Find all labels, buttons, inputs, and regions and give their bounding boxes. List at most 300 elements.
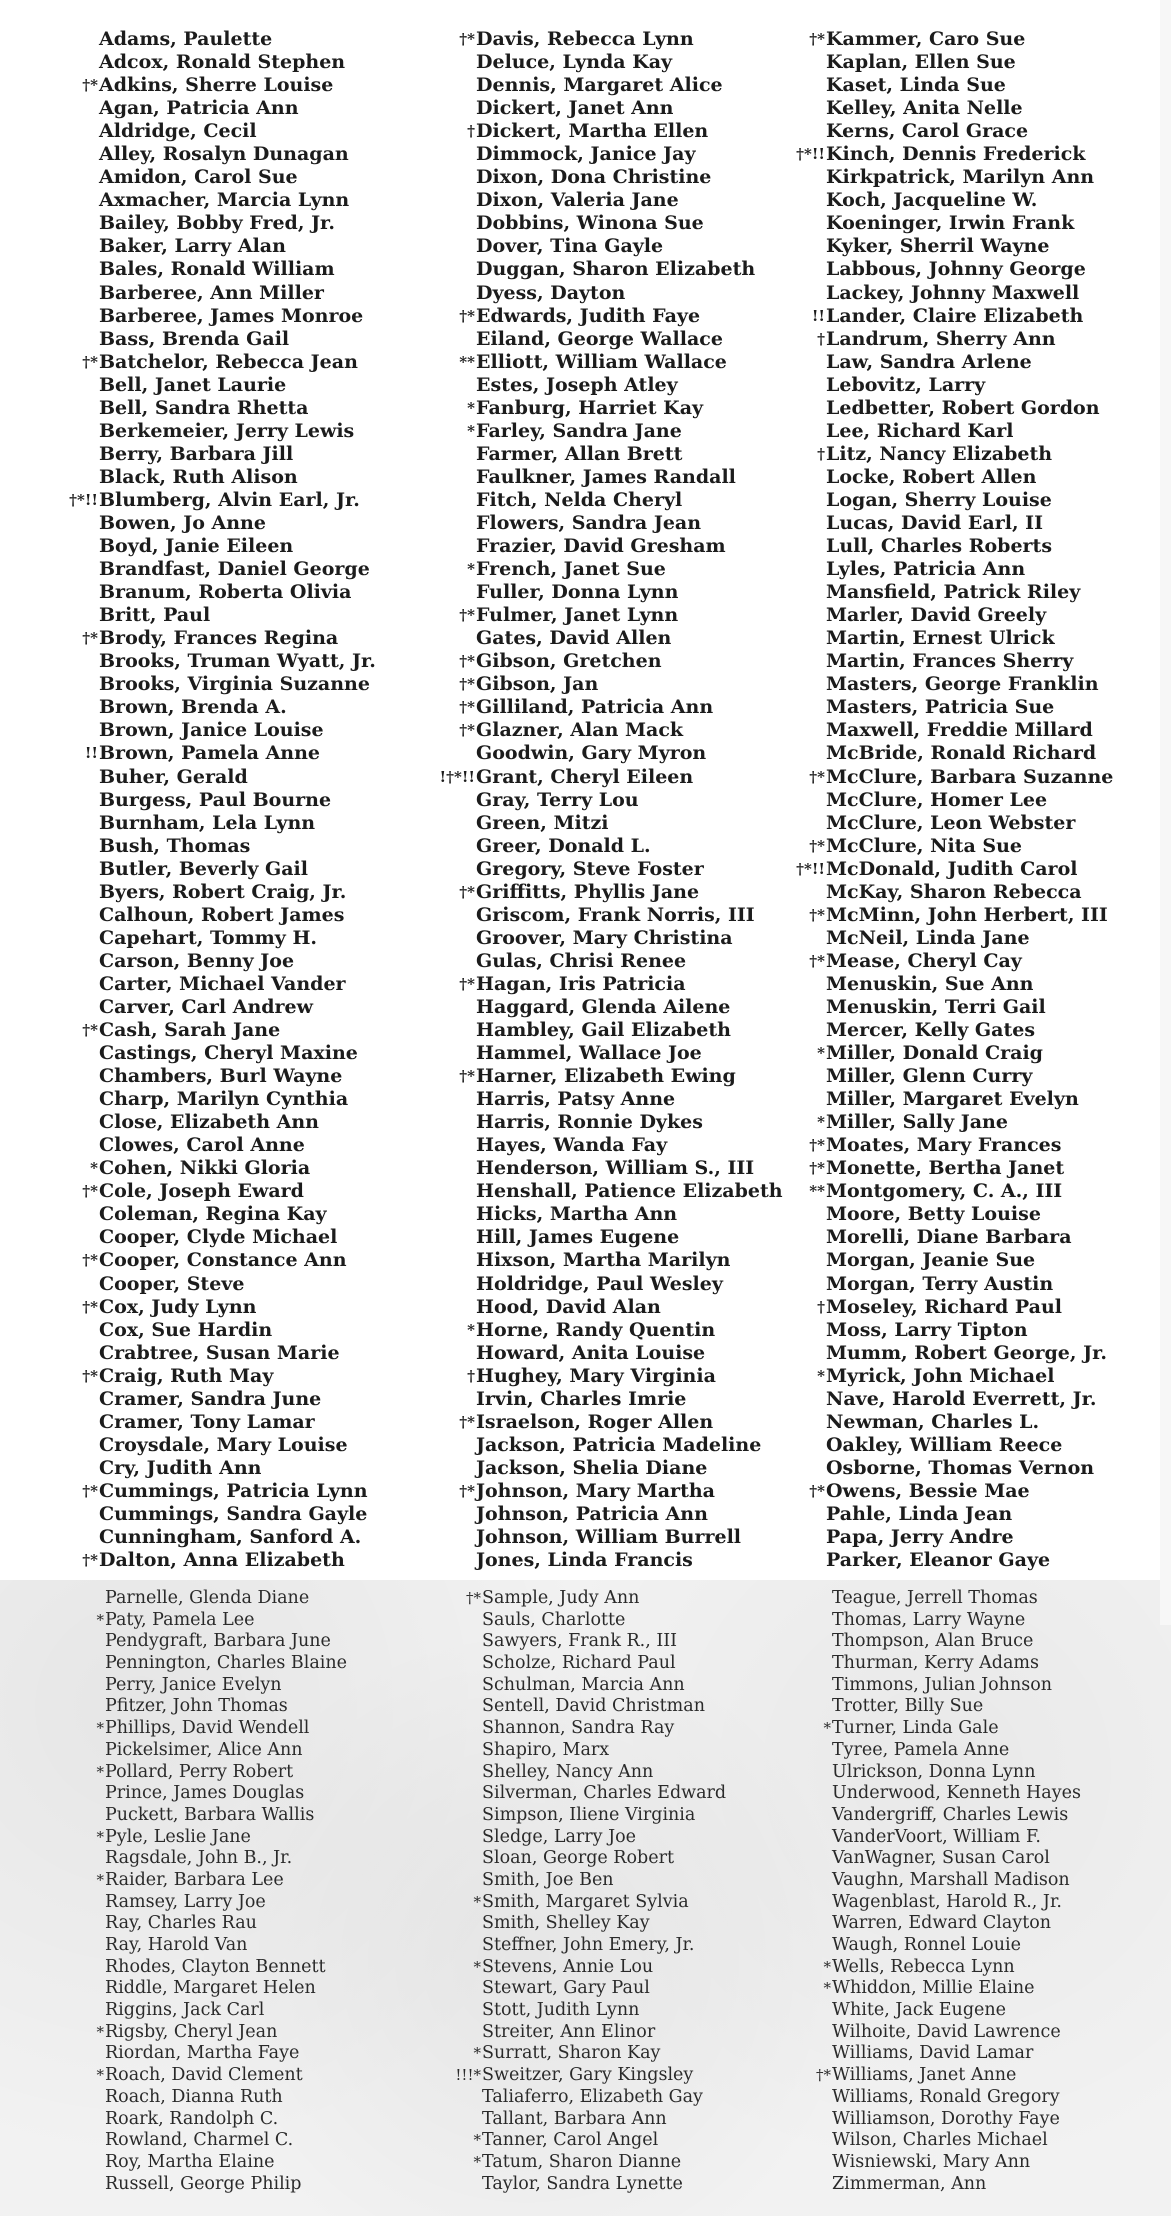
person-name: Marler, David Greely bbox=[826, 604, 1047, 627]
name-entry bbox=[48, 1180, 376, 1203]
person-name: Maxwell, Freddie Millard bbox=[826, 719, 1093, 742]
honor-marker: * bbox=[823, 1957, 831, 1976]
honor-marker bbox=[48, 996, 98, 1019]
name-entry bbox=[48, 1065, 376, 1088]
person-name: Cummings, Patricia Lynn bbox=[99, 1479, 368, 1502]
name-entry bbox=[48, 1718, 347, 1740]
person-name: Kerns, Carol Grace bbox=[826, 120, 1029, 143]
honor-marker bbox=[48, 1088, 98, 1111]
honor-marker: †* bbox=[809, 1481, 825, 1500]
name-entry bbox=[775, 1653, 1081, 1675]
person-name: Martin, Frances Sherry bbox=[826, 650, 1074, 673]
name-entry bbox=[48, 673, 376, 696]
name-entry bbox=[48, 927, 376, 950]
name-entry bbox=[425, 1296, 783, 1319]
name-entry bbox=[48, 1503, 376, 1526]
person-name: Steffner, John Emery, Jr. bbox=[482, 1935, 695, 1955]
person-name: Moseley, Richard Paul bbox=[826, 1295, 1062, 1318]
person-name: Edwards, Judith Faye bbox=[476, 304, 701, 327]
name-entry bbox=[48, 719, 376, 742]
honor-marker: †* bbox=[809, 905, 825, 924]
name-entry bbox=[425, 581, 783, 604]
name-entry bbox=[48, 1319, 376, 1342]
honor-marker bbox=[775, 258, 825, 281]
person-name: White, Jack Eugene bbox=[832, 2000, 1007, 2021]
name-column-top-2 bbox=[425, 28, 783, 1572]
person-name: Sentell, David Christman bbox=[482, 1696, 705, 1717]
person-name: Berkemeier, Jerry Lewis bbox=[99, 419, 355, 442]
person-name: Paty, Pamela Lee bbox=[105, 1609, 255, 1630]
honor-marker bbox=[775, 212, 825, 235]
honor-marker: † bbox=[817, 1297, 825, 1316]
name-entry bbox=[775, 2109, 1081, 2131]
person-name: Tallant, Barbara Ann bbox=[482, 2108, 667, 2129]
honor-marker: †* bbox=[459, 1067, 475, 1086]
name-entry bbox=[775, 673, 1113, 696]
person-name: Lyles, Patricia Ann bbox=[826, 558, 1026, 581]
person-name: Dixon, Dona Christine bbox=[476, 166, 712, 189]
honor-marker bbox=[48, 512, 98, 535]
honor-marker: !†*!! bbox=[439, 767, 475, 786]
name-entry bbox=[775, 1342, 1113, 1365]
name-entry bbox=[425, 535, 783, 558]
honor-marker: * bbox=[473, 1957, 481, 1976]
honor-marker: †* bbox=[459, 1481, 475, 1500]
name-entry bbox=[48, 1762, 347, 1784]
honor-marker bbox=[775, 2152, 831, 2174]
honor-marker: * bbox=[817, 1044, 825, 1063]
person-name: Myrick, John Michael bbox=[826, 1364, 1055, 1387]
person-name: Barberee, Ann Miller bbox=[99, 281, 324, 304]
person-name: Fuller, Donna Lynn bbox=[476, 581, 679, 604]
name-entry bbox=[775, 927, 1113, 950]
name-entry bbox=[775, 2043, 1081, 2065]
honor-marker bbox=[425, 535, 475, 558]
name-entry bbox=[48, 650, 376, 673]
name-entry bbox=[775, 374, 1113, 397]
honor-marker bbox=[48, 1957, 104, 1979]
person-name: Nave, Harold Everrett, Jr. bbox=[826, 1387, 1097, 1410]
person-name: Branum, Roberta Olivia bbox=[99, 581, 352, 604]
name-entry bbox=[48, 2000, 347, 2022]
honor-marker bbox=[425, 2022, 481, 2044]
person-name: Crabtree, Susan Marie bbox=[99, 1341, 340, 1364]
name-entry bbox=[775, 1610, 1081, 1632]
person-name: Duggan, Sharon Elizabeth bbox=[476, 258, 756, 281]
person-name: Turner, Linda Gale bbox=[832, 1718, 999, 1739]
name-entry bbox=[775, 1718, 1081, 1740]
honor-marker bbox=[425, 2174, 481, 2196]
person-name: Israelson, Roger Allen bbox=[476, 1410, 714, 1433]
name-entry bbox=[48, 627, 376, 650]
honor-marker bbox=[425, 1870, 481, 1892]
person-name: Dyess, Dayton bbox=[476, 281, 626, 304]
person-name: Bell, Sandra Rhetta bbox=[99, 396, 309, 419]
name-entry bbox=[425, 1180, 783, 1203]
name-entry bbox=[425, 1042, 783, 1065]
honor-marker bbox=[48, 927, 98, 950]
honor-marker bbox=[775, 51, 825, 74]
honor-marker bbox=[48, 1675, 104, 1697]
honor-marker bbox=[48, 1978, 104, 2000]
person-name: Boyd, Janie Eileen bbox=[99, 535, 294, 558]
honor-marker bbox=[48, 696, 98, 719]
name-entry bbox=[775, 305, 1113, 328]
person-name: Miller, Donald Craig bbox=[826, 1042, 1043, 1065]
person-name: Buher, Gerald bbox=[99, 765, 248, 788]
name-entry bbox=[775, 1549, 1113, 1572]
person-name: Tyree, Pamela Anne bbox=[832, 1739, 1010, 1760]
person-name: Miller, Sally Jane bbox=[826, 1111, 1008, 1134]
person-name: Groover, Mary Christina bbox=[476, 926, 733, 949]
person-name: Smith, Margaret Sylvia bbox=[482, 1891, 689, 1912]
honor-marker bbox=[775, 812, 825, 835]
person-name: Lackey, Johnny Maxwell bbox=[826, 281, 1080, 304]
person-name: Capehart, Tommy H. bbox=[99, 926, 318, 949]
honor-marker bbox=[775, 1935, 831, 1957]
honor-marker bbox=[48, 881, 98, 904]
person-name: Johnson, Mary Martha bbox=[476, 1479, 715, 1502]
honor-marker bbox=[48, 973, 98, 996]
person-name: Dover, Tina Gayle bbox=[476, 235, 664, 258]
person-name: Pfitzer, John Thomas bbox=[105, 1696, 288, 1717]
honor-marker bbox=[425, 489, 475, 512]
name-entry bbox=[425, 397, 783, 420]
honor-marker bbox=[48, 328, 98, 351]
person-name: McMinn, John Herbert, III bbox=[826, 903, 1108, 926]
person-name: Wells, Rebecca Lynn bbox=[832, 1956, 1015, 1977]
person-name: Burnham, Lela Lynn bbox=[99, 811, 316, 834]
person-name: Cry, Judith Ann bbox=[99, 1456, 262, 1479]
honor-marker: * bbox=[96, 2022, 104, 2041]
honor-marker: † bbox=[817, 444, 825, 463]
person-name: Williams, Ronald Gregory bbox=[832, 2086, 1060, 2107]
name-entry bbox=[48, 1457, 376, 1480]
honor-marker bbox=[775, 1342, 825, 1365]
name-entry bbox=[775, 328, 1113, 351]
person-name: Pickelsimer, Alice Ann bbox=[105, 1739, 303, 1760]
honor-marker bbox=[425, 1653, 481, 1675]
name-entry bbox=[425, 189, 783, 212]
honor-marker bbox=[48, 2152, 104, 2174]
name-entry bbox=[48, 2174, 347, 2196]
name-entry bbox=[425, 1978, 726, 2000]
honor-marker bbox=[425, 166, 475, 189]
honor-marker bbox=[425, 996, 475, 1019]
name-entry bbox=[775, 1134, 1113, 1157]
honor-marker bbox=[48, 2087, 104, 2109]
name-entry bbox=[425, 1696, 726, 1718]
person-name: Raider, Barbara Lee bbox=[105, 1869, 284, 1890]
name-entry bbox=[425, 1526, 783, 1549]
person-name: Moore, Betty Louise bbox=[826, 1203, 1041, 1226]
honor-marker bbox=[48, 466, 98, 489]
name-entry bbox=[425, 305, 783, 328]
honor-marker bbox=[775, 1783, 831, 1805]
person-name: Koch, Jacqueline W. bbox=[826, 189, 1038, 212]
person-name: Koeninger, Irwin Frank bbox=[826, 212, 1075, 235]
name-entry bbox=[775, 351, 1113, 374]
honor-marker: † bbox=[467, 1366, 475, 1385]
name-entry bbox=[48, 2022, 347, 2044]
name-entry bbox=[775, 28, 1113, 51]
name-entry bbox=[775, 881, 1113, 904]
honor-marker bbox=[775, 1503, 825, 1526]
honor-marker bbox=[425, 74, 475, 97]
honor-marker bbox=[425, 1042, 475, 1065]
name-entry bbox=[425, 1157, 783, 1180]
honor-marker: †* bbox=[809, 951, 825, 970]
person-name: Lucas, David Earl, II bbox=[826, 511, 1043, 534]
honor-marker bbox=[48, 443, 98, 466]
person-name: Perry, Janice Evelyn bbox=[105, 1674, 282, 1695]
honor-marker bbox=[425, 1848, 481, 1870]
name-entry bbox=[48, 2109, 347, 2131]
honor-marker bbox=[775, 927, 825, 950]
person-name: Baker, Larry Alan bbox=[99, 235, 286, 258]
honor-marker: †* bbox=[459, 698, 475, 717]
name-entry bbox=[425, 1134, 783, 1157]
honor-marker: * bbox=[96, 2066, 104, 2085]
name-entry bbox=[775, 2152, 1081, 2174]
honor-marker bbox=[775, 2130, 831, 2152]
honor-marker: †* bbox=[459, 974, 475, 993]
honor-marker bbox=[425, 1226, 475, 1249]
name-entry bbox=[425, 812, 783, 835]
honor-marker bbox=[425, 1740, 481, 1762]
name-entry bbox=[425, 1088, 783, 1111]
honor-marker bbox=[425, 1762, 481, 1784]
name-entry bbox=[48, 1696, 347, 1718]
person-name: Hughey, Mary Virginia bbox=[476, 1364, 716, 1387]
name-entry bbox=[425, 1718, 726, 1740]
name-entry bbox=[48, 1203, 376, 1226]
person-name: Rigsby, Cheryl Jean bbox=[105, 2021, 278, 2042]
person-name: Butler, Beverly Gail bbox=[99, 857, 308, 880]
name-entry bbox=[425, 973, 783, 996]
name-entry bbox=[775, 581, 1113, 604]
person-name: Lull, Charles Roberts bbox=[826, 535, 1053, 558]
honor-marker bbox=[48, 904, 98, 927]
name-entry bbox=[425, 166, 783, 189]
person-name: Taliaferro, Elizabeth Gay bbox=[482, 2086, 703, 2107]
honor-marker bbox=[425, 1549, 475, 1572]
person-name: Aldridge, Cecil bbox=[99, 120, 257, 143]
name-entry bbox=[48, 51, 376, 74]
honor-marker bbox=[48, 835, 98, 858]
honor-marker bbox=[775, 558, 825, 581]
person-name: Miller, Margaret Evelyn bbox=[826, 1088, 1079, 1111]
honor-marker bbox=[775, 512, 825, 535]
name-entry bbox=[775, 2000, 1081, 2022]
person-name: Cooper, Constance Ann bbox=[99, 1249, 347, 1272]
name-entry bbox=[425, 1319, 783, 1342]
person-name: Litz, Nancy Elizabeth bbox=[826, 442, 1053, 465]
honor-marker bbox=[48, 650, 98, 673]
honor-marker bbox=[425, 1019, 475, 1042]
name-entry bbox=[425, 443, 783, 466]
name-entry bbox=[48, 2152, 347, 2174]
honor-marker bbox=[775, 1273, 825, 1296]
name-entry bbox=[775, 858, 1113, 881]
honor-marker: †* bbox=[459, 675, 475, 694]
name-entry bbox=[425, 858, 783, 881]
honor-marker bbox=[425, 2087, 481, 2109]
name-entry bbox=[48, 1588, 347, 1610]
name-entry bbox=[48, 1111, 376, 1134]
name-entry bbox=[48, 1249, 376, 1272]
honor-marker bbox=[48, 2174, 104, 2196]
honor-marker: * bbox=[96, 1762, 104, 1781]
name-entry bbox=[425, 1065, 783, 1088]
honor-marker: !! bbox=[811, 306, 825, 325]
person-name: McClure, Leon Webster bbox=[826, 811, 1076, 834]
name-entry bbox=[775, 558, 1113, 581]
name-entry bbox=[775, 1411, 1113, 1434]
name-entry bbox=[775, 51, 1113, 74]
honor-marker bbox=[775, 2174, 831, 2196]
name-entry bbox=[425, 2174, 726, 2196]
name-entry bbox=[775, 512, 1113, 535]
person-name: Cohen, Nikki Gloria bbox=[99, 1157, 311, 1180]
person-name: Thompson, Alan Bruce bbox=[832, 1631, 1034, 1652]
person-name: Dennis, Margaret Alice bbox=[476, 74, 723, 97]
honor-marker: * bbox=[823, 1979, 831, 1998]
name-entry bbox=[48, 1342, 376, 1365]
person-name: Brown, Pamela Anne bbox=[99, 742, 321, 765]
person-name: Sawyers, Frank R., III bbox=[482, 1631, 678, 1652]
name-entry bbox=[425, 996, 783, 1019]
person-name: Estes, Joseph Atley bbox=[476, 373, 678, 396]
honor-marker bbox=[775, 1913, 831, 1935]
name-entry bbox=[775, 1783, 1081, 1805]
honor-marker bbox=[775, 996, 825, 1019]
person-name: Blumberg, Alvin Earl, Jr. bbox=[99, 488, 360, 511]
name-entry bbox=[48, 1978, 347, 2000]
name-entry bbox=[775, 696, 1113, 719]
honor-marker bbox=[425, 1526, 475, 1549]
person-name: Smith, Shelley Kay bbox=[482, 1913, 650, 1934]
name-entry bbox=[48, 282, 376, 305]
name-entry bbox=[425, 374, 783, 397]
name-entry bbox=[425, 2043, 726, 2065]
honor-marker bbox=[775, 742, 825, 765]
person-name: Barberee, James Monroe bbox=[99, 304, 364, 327]
person-name: Greer, Donald L. bbox=[476, 834, 651, 857]
name-entry bbox=[775, 189, 1113, 212]
person-name: Wisniewski, Mary Ann bbox=[832, 2151, 1031, 2172]
honor-marker bbox=[48, 235, 98, 258]
honor-marker bbox=[775, 1805, 831, 1827]
honor-marker bbox=[48, 1203, 98, 1226]
person-name: Johnson, William Burrell bbox=[476, 1526, 742, 1549]
name-entry bbox=[775, 1740, 1081, 1762]
name-entry bbox=[775, 74, 1113, 97]
name-entry bbox=[48, 1740, 347, 1762]
name-entry bbox=[775, 2065, 1081, 2087]
name-entry bbox=[775, 1042, 1113, 1065]
person-name: Vandergriff, Charles Lewis bbox=[832, 1804, 1069, 1825]
person-name: Elliott, William Wallace bbox=[476, 350, 727, 373]
person-name: Holdridge, Paul Wesley bbox=[476, 1272, 723, 1295]
person-name: Britt, Paul bbox=[99, 604, 211, 627]
person-name: Goodwin, Gary Myron bbox=[476, 742, 707, 765]
name-entry bbox=[425, 97, 783, 120]
name-entry bbox=[775, 1631, 1081, 1653]
name-entry bbox=[775, 97, 1113, 120]
person-name: Batchelor, Rebecca Jean bbox=[99, 350, 358, 373]
name-entry bbox=[425, 466, 783, 489]
honor-marker bbox=[775, 1249, 825, 1272]
person-name: Tatum, Sharon Dianne bbox=[482, 2151, 682, 2172]
name-entry bbox=[48, 996, 376, 1019]
person-name: Pahle, Linda Jean bbox=[826, 1503, 1013, 1525]
name-entry bbox=[425, 1675, 726, 1697]
person-name: Hixson, Martha Marilyn bbox=[476, 1249, 731, 1272]
page-right-edge bbox=[1160, 0, 1171, 1625]
honor-marker: †* bbox=[459, 30, 475, 48]
honor-marker bbox=[48, 1653, 104, 1675]
person-name: Masters, Patricia Sue bbox=[826, 696, 1055, 719]
honor-marker bbox=[425, 1913, 481, 1935]
honor-marker bbox=[425, 927, 475, 950]
name-entry bbox=[425, 881, 783, 904]
honor-marker bbox=[48, 1913, 104, 1935]
honor-marker bbox=[775, 2000, 831, 2022]
honor-marker bbox=[425, 2000, 481, 2022]
name-entry bbox=[48, 397, 376, 420]
honor-marker bbox=[48, 2109, 104, 2131]
person-name: Glazner, Alan Mack bbox=[476, 719, 684, 742]
name-entry bbox=[425, 1480, 783, 1503]
honor-marker bbox=[425, 1675, 481, 1697]
honor-marker: †* bbox=[459, 306, 475, 325]
honor-marker bbox=[775, 1226, 825, 1249]
name-entry bbox=[775, 2130, 1081, 2152]
person-name: Masters, George Franklin bbox=[826, 673, 1099, 696]
name-entry bbox=[775, 650, 1113, 673]
name-entry bbox=[425, 789, 783, 812]
honor-marker bbox=[775, 1610, 831, 1632]
name-entry bbox=[425, 650, 783, 673]
name-entry bbox=[775, 812, 1113, 835]
person-name: Pennington, Charles Blaine bbox=[105, 1653, 347, 1674]
name-entry bbox=[48, 812, 376, 835]
name-entry bbox=[48, 258, 376, 281]
honor-marker bbox=[48, 558, 98, 581]
name-entry bbox=[425, 2087, 726, 2109]
honor-marker bbox=[48, 97, 98, 120]
honor-marker: * bbox=[473, 2152, 481, 2171]
person-name: Williams, Janet Anne bbox=[832, 2065, 1017, 2086]
name-entry bbox=[425, 328, 783, 351]
honor-marker bbox=[775, 1827, 831, 1849]
honor-marker: * bbox=[96, 1719, 104, 1738]
name-entry bbox=[775, 489, 1113, 512]
person-name: Jones, Linda Francis bbox=[476, 1549, 693, 1572]
name-column-bottom-3 bbox=[775, 1588, 1081, 2195]
name-entry bbox=[48, 512, 376, 535]
honor-marker bbox=[48, 28, 98, 51]
name-entry bbox=[48, 1957, 347, 1979]
name-entry bbox=[425, 1805, 726, 1827]
honor-marker: * bbox=[473, 2044, 481, 2063]
honor-marker: !! bbox=[84, 744, 98, 763]
honor-marker bbox=[425, 904, 475, 927]
person-name: Menuskin, Sue Ann bbox=[826, 972, 1034, 995]
honor-marker bbox=[775, 489, 825, 512]
name-entry bbox=[775, 1935, 1081, 1957]
